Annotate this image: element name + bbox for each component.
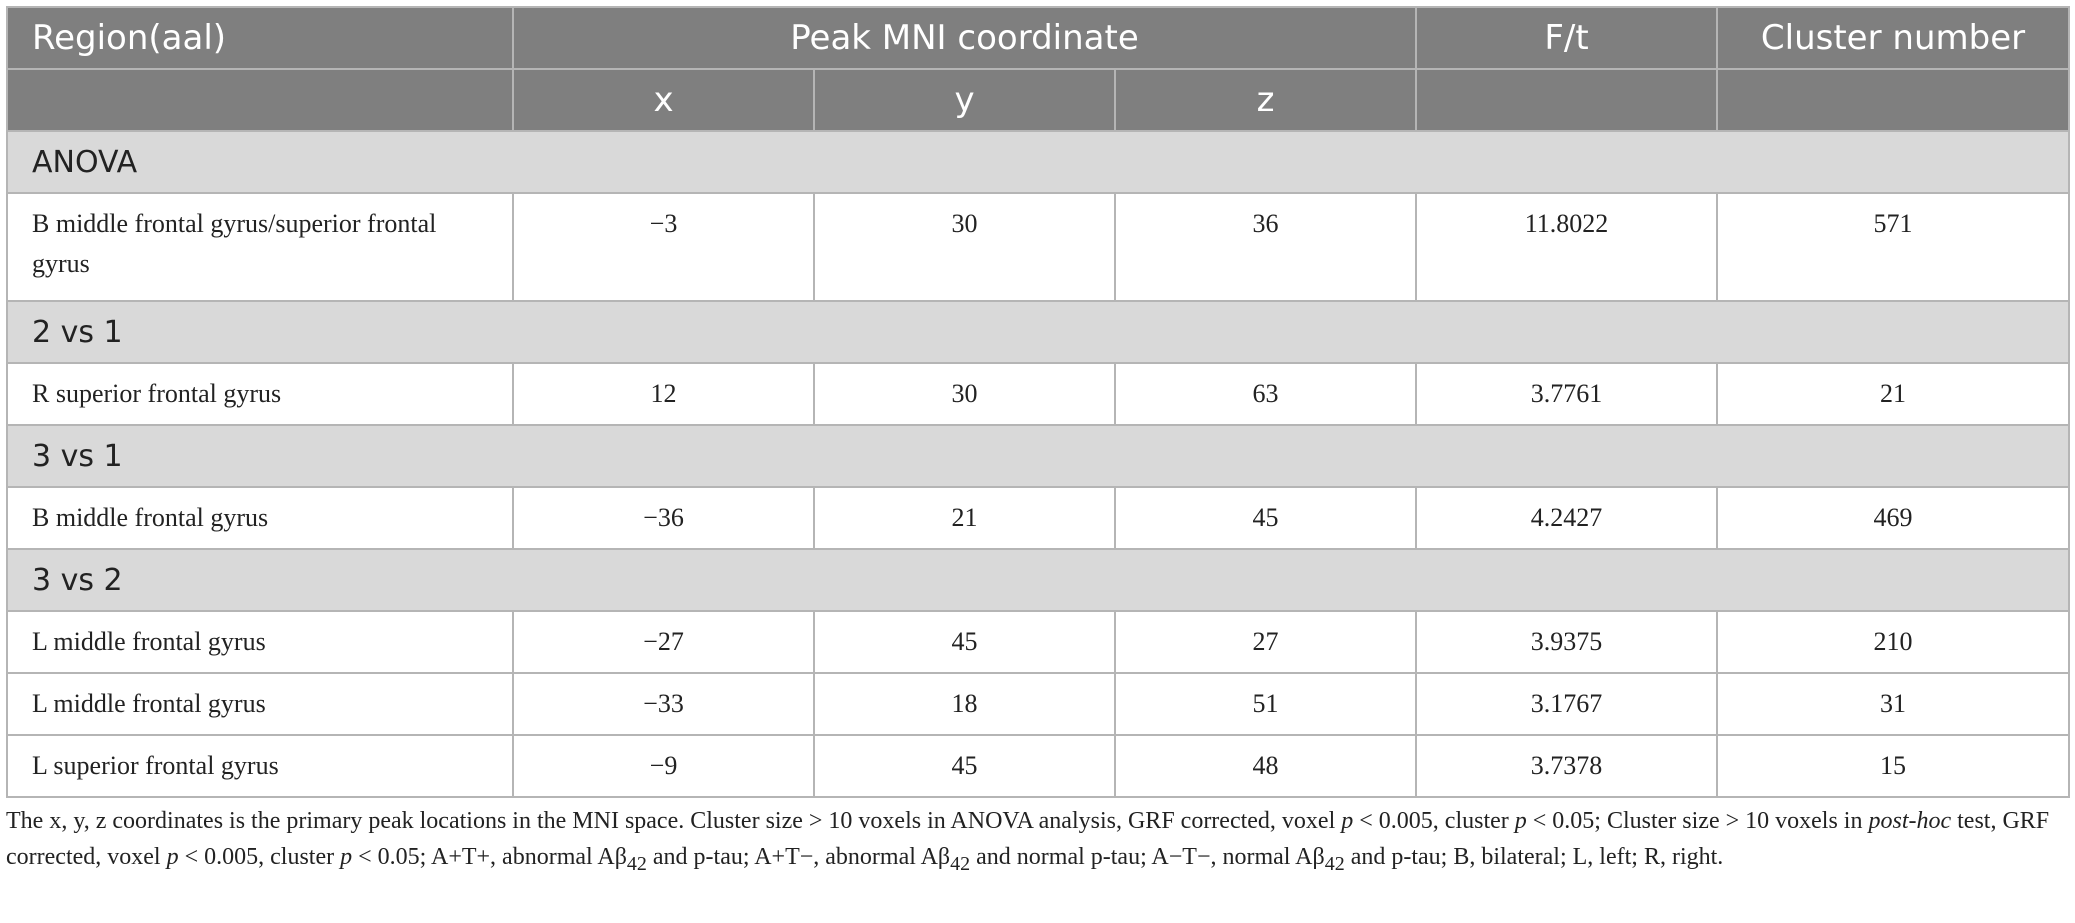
header-y: y [814, 69, 1115, 131]
cell-ft: 3.7761 [1416, 363, 1717, 425]
footnote-text: < 0.005, cluster [1353, 808, 1515, 834]
cell-cluster: 210 [1717, 611, 2069, 673]
header-z: z [1115, 69, 1416, 131]
footnote-text: The x, y, z coordinates is the primary peak locations in the MNI space. Cluster size > 10 voxels in ANOVA analysis, GRF corrected, voxel [6, 808, 1342, 834]
cell-ft: 11.8022 [1416, 193, 1717, 301]
group-label: 3 vs 1 [7, 425, 2069, 487]
group-row-3-vs-2 [7, 549, 2069, 611]
cell-region: R superior frontal gyrus [7, 363, 513, 425]
header-ft: F/t [1416, 7, 1717, 69]
cell-x: −33 [513, 673, 814, 735]
footnote-subscript: 42 [1324, 852, 1345, 875]
header-region: Region(aal) [7, 7, 513, 69]
footnote-text: < 0.05; A+T+, abnormal Aβ [352, 844, 627, 870]
cell-z: 51 [1115, 673, 1416, 735]
cell-cluster: 15 [1717, 735, 2069, 797]
cell-cluster: 31 [1717, 673, 2069, 735]
table-row [7, 193, 2069, 301]
cell-y: 18 [814, 673, 1115, 735]
table-row [7, 735, 2069, 797]
cell-cluster: 469 [1717, 487, 2069, 549]
cell-ft: 3.7378 [1416, 735, 1717, 797]
cell-z: 36 [1115, 193, 1416, 301]
table-row [7, 363, 2069, 425]
group-row-3-vs-1 [7, 425, 2069, 487]
table-row [7, 487, 2069, 549]
results-table-container [6, 6, 2068, 798]
footnote-subscript: 42 [950, 852, 971, 875]
header-cluster-number: Cluster number [1717, 7, 2069, 69]
footnote-subscript: 42 [626, 852, 647, 875]
footnote-text: and p-tau; B, bilateral; L, left; R, right. [1344, 844, 1724, 870]
cell-region: L middle frontal gyrus [7, 673, 513, 735]
cell-region: L middle frontal gyrus [7, 611, 513, 673]
header-row-1 [7, 7, 2069, 69]
cell-x: −3 [513, 193, 814, 301]
footnote-p: p [1341, 808, 1354, 834]
cell-y: 21 [814, 487, 1115, 549]
footnote-p: p [340, 844, 353, 870]
table-row [7, 611, 2069, 673]
cell-ft: 4.2427 [1416, 487, 1717, 549]
cell-y: 45 [814, 611, 1115, 673]
cell-x: 12 [513, 363, 814, 425]
cell-x: −36 [513, 487, 814, 549]
header-row-2 [7, 69, 2069, 131]
header-peak-mni: Peak MNI coordinate [513, 7, 1416, 69]
footnote-text: test, GRF corrected, voxel [6, 808, 2050, 870]
footnote-posthoc: post-hoc [1868, 808, 1952, 834]
group-row-anova [7, 131, 2069, 193]
group-row-2-vs-1 [7, 301, 2069, 363]
cell-region: B middle frontal gyrus/superior frontal gyrus [7, 193, 513, 301]
cell-x: −27 [513, 611, 814, 673]
cell-region: L superior frontal gyrus [7, 735, 513, 797]
group-label: ANOVA [7, 131, 2069, 193]
cell-cluster: 21 [1717, 363, 2069, 425]
table-footnote [6, 803, 2068, 882]
cell-z: 45 [1115, 487, 1416, 549]
group-label: 3 vs 2 [7, 549, 2069, 611]
header-empty [1717, 69, 2069, 131]
cell-z: 63 [1115, 363, 1416, 425]
cell-y: 30 [814, 193, 1115, 301]
group-label: 2 vs 1 [7, 301, 2069, 363]
table-row [7, 673, 2069, 735]
footnote-p: p [166, 844, 179, 870]
cell-y: 30 [814, 363, 1115, 425]
footnote-text: < 0.005, cluster [178, 844, 341, 870]
cell-ft: 3.1767 [1416, 673, 1717, 735]
cell-z: 48 [1115, 735, 1416, 797]
footnote-text: and p-tau; A+T−, abnormal Aβ [646, 844, 951, 870]
header-empty [1416, 69, 1717, 131]
cell-cluster: 571 [1717, 193, 2069, 301]
cell-ft: 3.9375 [1416, 611, 1717, 673]
footnote-p: p [1514, 808, 1527, 834]
cell-y: 45 [814, 735, 1115, 797]
header-x: x [513, 69, 814, 131]
results-table [6, 6, 2070, 798]
footnote-text: < 0.05; Cluster size > 10 voxels in [1526, 808, 1869, 834]
cell-z: 27 [1115, 611, 1416, 673]
footnote-text: and normal p-tau; A−T−, normal Aβ [970, 844, 1325, 870]
cell-x: −9 [513, 735, 814, 797]
cell-region: B middle frontal gyrus [7, 487, 513, 549]
header-empty [7, 69, 513, 131]
